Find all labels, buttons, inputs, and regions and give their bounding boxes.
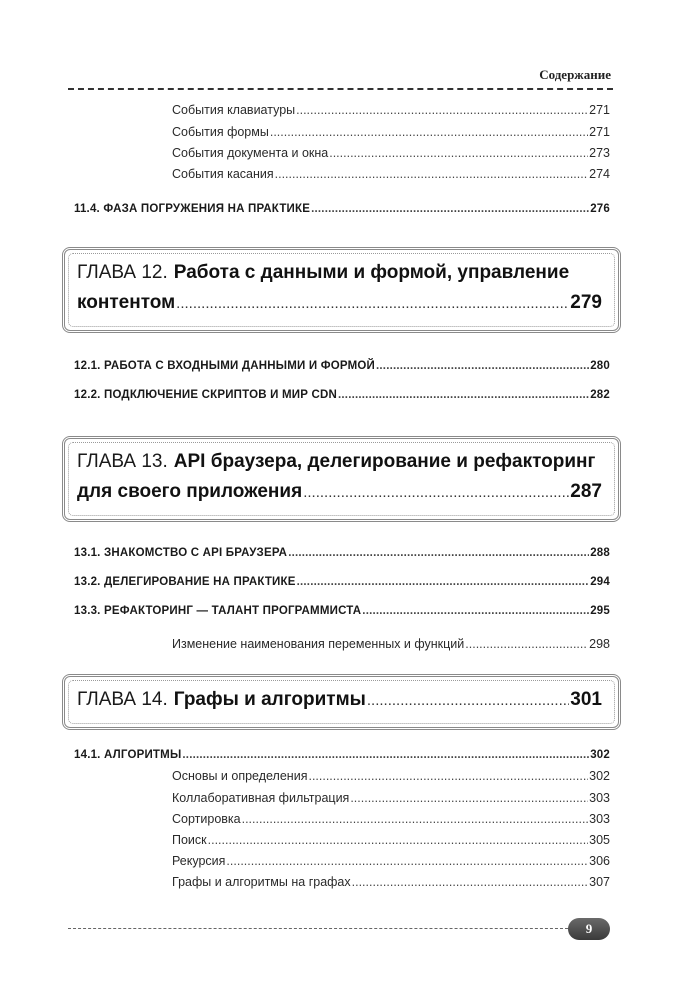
page-number-badge: 9 (568, 918, 610, 940)
toc-section-entry[interactable] (74, 389, 610, 401)
dot-leader (308, 769, 588, 783)
toc-entry-label: Коллаборативная фильтрация (172, 791, 350, 805)
toc-entry-page: 302 (590, 749, 610, 761)
toc-entry-page: 305 (589, 833, 610, 847)
chapter-number: ГЛАВА 12. (77, 262, 168, 283)
toc-entry-page: 298 (589, 637, 610, 651)
running-header: Содержание (539, 67, 611, 82)
toc-entry[interactable] (172, 812, 610, 826)
toc-entry-page: 307 (589, 875, 610, 889)
dot-leader (303, 484, 569, 501)
dot-leader (350, 791, 588, 805)
dot-leader (329, 146, 588, 160)
toc-entry[interactable] (172, 769, 610, 783)
toc-entry[interactable] (172, 791, 610, 805)
header-divider (68, 88, 613, 90)
dot-leader (270, 125, 588, 139)
chapter-title-line (77, 262, 602, 284)
dot-leader (376, 360, 589, 372)
chapter-title-line (77, 689, 602, 711)
dot-leader (242, 812, 589, 826)
toc-entry-label: 13.3. РЕФАКТОРИНГ — ТАЛАНТ ПРОГРАММИСТА (74, 605, 362, 617)
chapter-13-box[interactable] (62, 436, 621, 522)
toc-entry-page: 276 (590, 203, 610, 215)
dot-leader (352, 875, 589, 889)
dot-leader (338, 389, 589, 401)
toc-entry-page: 282 (590, 389, 610, 401)
toc-entry-page: 295 (590, 605, 610, 617)
chapter-12-box[interactable] (62, 247, 621, 333)
chapter-page: 301 (570, 689, 602, 710)
footer-divider (68, 928, 568, 929)
toc-entry-page: 288 (590, 547, 610, 559)
chapter-title-continued: контентом (77, 292, 176, 313)
toc-entry-page: 306 (589, 854, 610, 868)
dot-leader (465, 637, 588, 651)
toc-entry-page: 273 (589, 146, 610, 160)
toc-entry-label: Изменение наименования переменных и функций (172, 637, 465, 651)
toc-entry-label: 13.1. ЗНАКОМСТВО С API БРАУЗЕРА (74, 547, 288, 559)
toc-entry-label: Рекурсия (172, 854, 226, 868)
toc-entry-label: 12.1. РАБОТА С ВХОДНЫМИ ДАННЫМИ И ФОРМОЙ (74, 360, 376, 372)
dot-leader (367, 692, 569, 709)
toc-entry-label: Основы и определения (172, 769, 308, 783)
toc-entry-page: 280 (590, 360, 610, 372)
chapter-title-line (77, 292, 602, 314)
toc-entry-label: 12.2. ПОДКЛЮЧЕНИЕ СКРИПТОВ И МИР CDN (74, 389, 338, 401)
toc-entry-label: Поиск (172, 833, 207, 847)
chapter-title-line (77, 451, 602, 473)
toc-section-entry[interactable] (74, 576, 610, 588)
toc-entry-label: События формы (172, 125, 269, 139)
chapter-title: Графы и алгоритмы (173, 689, 366, 710)
dot-leader (311, 203, 589, 215)
toc-section-entry[interactable] (74, 360, 610, 372)
toc-entry[interactable] (172, 833, 610, 847)
toc-entry-label: События клавиатуры (172, 103, 296, 117)
toc-entry[interactable] (172, 146, 610, 160)
chapter-number: ГЛАВА 14. (77, 689, 168, 710)
toc-entry-label: 13.2. ДЕЛЕГИРОВАНИЕ НА ПРАКТИКЕ (74, 576, 296, 588)
toc-entry-label: Графы и алгоритмы на графах (172, 875, 351, 889)
chapter-title: API браузера, делегирование и рефакторинг (173, 451, 596, 472)
toc-section-entry[interactable] (74, 605, 610, 617)
chapter-page: 287 (570, 481, 602, 502)
chapter-title: Работа с данными и формой, управление (173, 262, 570, 283)
chapter-14-box[interactable] (62, 674, 621, 730)
dot-leader (296, 103, 588, 117)
toc-entry-page: 302 (589, 769, 610, 783)
toc-entry-page: 274 (589, 167, 610, 181)
toc-entry-label: События касания (172, 167, 274, 181)
toc-section-entry[interactable] (74, 203, 610, 215)
toc-section-entry[interactable] (74, 749, 610, 761)
toc-entry[interactable] (172, 103, 610, 117)
dot-leader (208, 833, 589, 847)
toc-entry[interactable] (172, 125, 610, 139)
toc-entry-page: 271 (589, 125, 610, 139)
chapter-number: ГЛАВА 13. (77, 451, 168, 472)
toc-entry[interactable] (172, 637, 610, 651)
dot-leader (288, 547, 589, 559)
chapter-title-line (77, 481, 602, 503)
dot-leader (176, 295, 569, 312)
toc-entry-page: 303 (589, 812, 610, 826)
toc-entry[interactable] (172, 167, 610, 181)
dot-leader (226, 854, 588, 868)
dot-leader (182, 749, 589, 761)
dot-leader (275, 167, 589, 181)
toc-entry-page: 271 (589, 103, 610, 117)
toc-entry-label: 14.1. АЛГОРИТМЫ (74, 749, 182, 761)
toc-entry[interactable] (172, 875, 610, 889)
toc-section-entry[interactable] (74, 547, 610, 559)
toc-entry-label: Сортировка (172, 812, 241, 826)
toc-entry-label: События документа и окна (172, 146, 329, 160)
dot-leader (362, 605, 589, 617)
chapter-title-continued: для своего приложения (77, 481, 303, 502)
toc-entry[interactable] (172, 854, 610, 868)
dot-leader (297, 576, 590, 588)
toc-entry-page: 294 (590, 576, 610, 588)
toc-entry-label: 11.4. ФАЗА ПОГРУЖЕНИЯ НА ПРАКТИКЕ (74, 203, 311, 215)
chapter-page: 279 (570, 292, 602, 313)
toc-entry-page: 303 (589, 791, 610, 805)
